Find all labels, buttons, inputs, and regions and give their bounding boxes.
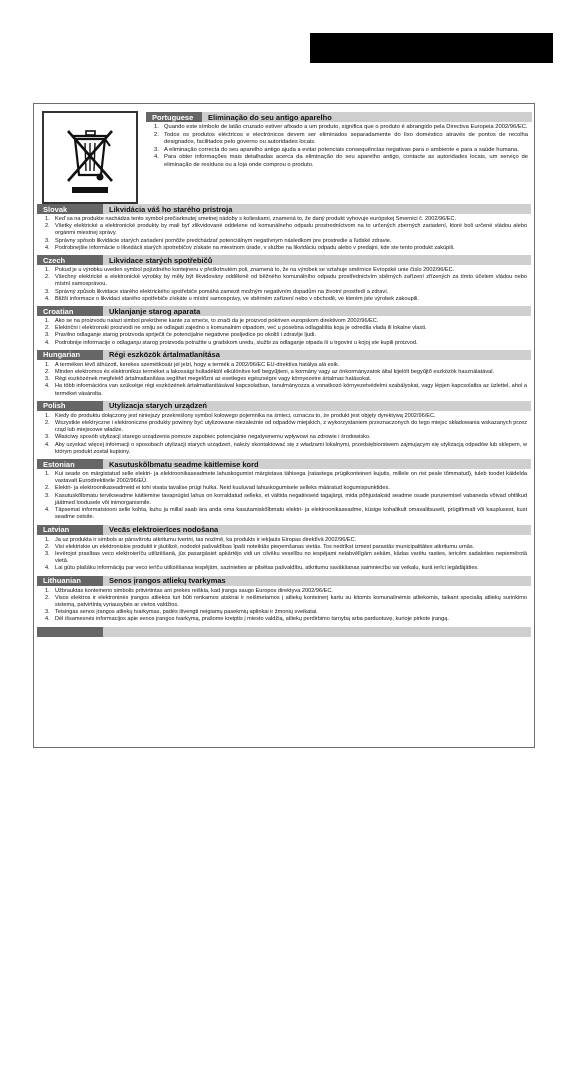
list-item: 3. Régi eszközének megfelelő ártalmatlanítása segíthet megelőzni az esetleges egészségre vagy környezetre ártalmas hatásokat. — [45, 376, 372, 383]
section-latvian — [37, 525, 531, 576]
list-item: 3. Ievērojot prasības veco elektroierīču utilizēšanā, jūs pasargāsiet apkārtējo vidi un cilvēku veselību no iespējami nelabvēlīgām sekām, kādas varētu rasties, iericēm sadaloties nepiemērotā vietā. — [45, 550, 527, 565]
section-title: Likvidace starých spotřebičů — [103, 255, 531, 265]
list-item: 3. Właściwy sposób utylizacji starego urządzenia pomoże zapobiec potencjalnie negatywnemu wpływowi na zdrowie i środowisko. — [45, 434, 371, 441]
header-black-tab — [310, 33, 553, 63]
instruction-list — [37, 411, 531, 459]
list-item: 1. Ako se na proizvodu nalazi simbol prekrižene kante za smeće, to znači da je proizvod pokriven europskom direktivom 2002/96/EC. — [45, 318, 379, 325]
section-header — [146, 112, 532, 122]
section-title: Kasutuskõlbmatu seadme käitlemise kord — [103, 459, 531, 469]
list-item: 4. Podrobnije informacije o odlaganju starog proizvoda potražite u gradskom uredu, službi za odlaganje otpada ili u trgovini u kojoj ste kupili proizvod. — [45, 339, 418, 346]
crossed-out-wheelie-bin-icon — [44, 113, 136, 202]
section-czech — [37, 255, 531, 306]
list-item: 1. Kiedy do produktu dołączony jest niniejszy przekreślony symbol kołowego pojemnika na śmieci, oznacza to, że produkt jest objęty dyrektywą 2002/96/EC. — [45, 412, 436, 419]
section-title: Vecās elektroierīces nodošana — [103, 525, 531, 535]
instruction-list — [37, 316, 531, 350]
instruction-list — [37, 469, 531, 524]
list-item: 1. Pokud je u výrobku uveden symbol pojízdného kontejneru v přeškrtnutém poli, znamená to, že na výrobek se vztahuje směrnice Evropské unie číslo 2002/96/EC. — [45, 267, 455, 274]
list-item: 4. Podrobnejšie informácie o likvidácii starých spotrebičov získate na miestnom úrade, v službe na likvidáciu odpadu alebo v predajni, kde ste tento produkt zakúpili. — [45, 244, 455, 251]
list-item: 2. Visi elektriskie un elektroniskie produkti ir jāutilizē, nododot pašvaldības īpaši noteiktās pieņemšanas vietās. Tos nedrīkst izmest parastās municipalitātes atkritumu urnās. — [45, 543, 475, 550]
list-item: 1. Keď sa na produkte nachádza tento symbol prečiarknutej smetnej nádoby s kolieskami, znamená to, že daný produkt vyhovuje európskej Smernici č. 2002/96/EC. — [45, 216, 457, 222]
list-item: 2. Všetky elektrické a elektronické produkty by mali byť zlikvidované oddelene od komunálneho odpadu prostredníctvom na to určených zberných zariadení, ktoré boli určené vládou alebo orgánmi miestnej správy. — [45, 223, 527, 237]
language-sections — [37, 204, 531, 637]
list-item: 2. Minden elektromos és elektronikus terméket a lakossági hulladéktól elkülönítve kell begyűjteni, a kormány vagy az önkormányzatok által kijelölt begyűjtő eszközök használatával. — [45, 369, 495, 376]
list-item: 2. Elektri- ja elektroonikaseadmeid ei tohi visata tavalise prügi hulka. Neid kuuluvad lahuskogumisele selleks määratud kogumispunktides. — [45, 485, 390, 492]
list-item: 4. Bližší informace o likvidaci starého spotřebiče získáte u místní samosprávy, ve sběrném zařízení nebo v obchodě, ve kterém jste výrobek zakoupili. — [45, 295, 419, 302]
instruction-list — [37, 214, 531, 255]
section-header — [37, 306, 531, 316]
list-item: 4. Täpsemat informatsiooni selle kohta, kuhu ja millal saab ära anda oma kasutamiskõlbmatu elektri- ja elektroonikaseadme, küsige kohalikult omavalitsuselt, prügifirmalt või kauplusest, kust seadme ostsite. — [45, 507, 527, 521]
list-item: 3. Kasutuskõlbmatu tervikseadme käitlemine tavaprügist lahus on korraldatud selleks, et vältida negatiivseid tagajärgi, mida põhjustaksid seadme osade purunemisel vabaneda võivad ohtlikud jäätmed loodusele või inimorganismile. — [45, 492, 527, 506]
language-label: Hungarian — [37, 350, 103, 360]
section-title: Régi eszközök ártalmatlanítása — [103, 350, 531, 360]
list-item: 3. Teisingas senos įrangos atliekų tvarkymas, padės išvengti neigiamų pasekmių aplinkai ir žmonių sveikatai. — [45, 609, 318, 616]
list-item: 4. Para obter informações mais detalhadas acerca da eliminação do seu aparelho antigo, contacte as autoridades locais, um serviço de eliminação de resíduos ou a loja onde comprou o produto. — [154, 154, 528, 168]
section-title: Eliminação do seu antigo aparelho — [202, 112, 532, 122]
language-label: Lithuanian — [37, 576, 103, 586]
section-title: Uklanjanje starog aparata — [103, 306, 531, 316]
section-header — [37, 255, 531, 265]
list-item: 2. Todos os produtos eléctricos e electrónicos devem ser eliminados separadamente do lixo doméstico através de pontos de recolha designados, facilitados pelo governo ou autoridades locais. — [154, 131, 528, 146]
list-item: 2. Všechny elektrické a elektronické výrobky by měly být likvidovány odděleně od běžného komunálního odpadu prostřednictvím sběrných zařízení zřízených za tímto účelem vládou nebo místní samosprávou. — [45, 274, 527, 288]
language-label: Croatian — [37, 306, 103, 316]
section-title: Utylizacja starych urządzeń — [103, 401, 531, 411]
section-header — [37, 459, 531, 469]
list-item: 1. Kui seade on märgistatud selle elektri- ja elektroonikaseadmete lahuskogumist märgistava tähisega (ratastega prügikonteineri kujutis, millele on rist peale tõmmatud), tuleb toodet käidelda vastavalt Eurodirektiivile 2002/96/EÜ. — [45, 471, 527, 485]
instruction-list — [37, 265, 531, 306]
language-label: Estonian — [37, 459, 103, 469]
section-estonian — [37, 459, 531, 524]
language-label: Slovak — [37, 204, 103, 214]
list-item: 3. Správny spôsob likvidácie starých zariadení pomôže predchádzať potenciálnym negatívnym následkom pre prostredie a ľudské zdravie. — [45, 237, 392, 244]
list-item: 1. A terméken lévő áthúzott, kerekes szemétkosár jel jelzi, hogy a termék a 2002/96/EC EU-direktíva hatálya alá esik. — [45, 361, 340, 368]
list-item: 2. Električni i elektronski proizvodi ne smiju se odlagati zajedno s komunalnim otpadom, već u posebna odlagališta koja je odredila vlada ili lokalne vlasti. — [45, 325, 427, 332]
list-item: 1. Quando este símbolo de latão cruzado estiver afixado a um produto, significa que o produto é abrangido pela Directiva Europeia 2002/96/EC. — [154, 124, 528, 130]
language-label: Czech — [37, 255, 103, 265]
section-portuguese — [146, 112, 532, 201]
section-lithuanian — [37, 576, 531, 627]
list-item: 3. Pravilno odlaganje starog proizvoda spriječit će potencijalne negativne posljedice po okoliš i zdravlje ljudi. — [45, 332, 316, 339]
list-item: 2. Visos elektros ir elektroninės įrangos atliekos turi būti renkamos atskirai ir neišmetamos į atliekų konteinerį kartu su kitomis komunalinėmis atliekomis, taikant specialią atliekų surinkimo sistemą, patvirtintą vyriausybės ar vietos valdžios. — [45, 594, 527, 608]
section-croatian — [37, 306, 531, 350]
section-polish — [37, 401, 531, 459]
list-item: 1. Užbrauktas konteinerio simbolis pritvirtintas ant prekės reiškia, kad įranga saugo Europos direktyva 2002/96/EC. — [45, 587, 333, 594]
list-item: 2. Wszystkie elektryczne i elektroniczne produkty powinny być utylizowane niezależnie od odpadów miejskich, z wykorzystaniem przeznaczonych do tego miejsc składowania wskazanych przez rząd lub miejscowe władze. — [45, 420, 527, 434]
instruction-list — [37, 535, 531, 576]
list-item: 3. A eliminação correcta do seu aparelho antigo ajuda a evitar potenciais consequências negativas para o ambiente e para a saúde humana. — [154, 146, 519, 153]
empty-language-label — [37, 627, 103, 637]
list-item: 4. Lai gūtu plašāku informāciju par veco ierīču utilizēšanas iespējām, sazinieties ar pilsētas pašvaldību, atkritumu savākšanas saimniecību vai veikalu, kurā ierīci iegādājāties. — [45, 565, 479, 572]
section-title: Likvidácia váš ho starého prístroja — [103, 204, 531, 214]
instruction-list — [146, 122, 532, 173]
weee-symbol-box — [42, 111, 138, 204]
empty-section-title — [103, 627, 531, 637]
list-item: 4. Dėl išsamesnės informacijos apie senos įrangos tvarkymą, prašome kreiptis į miesto valdžią, atliekų perdirbimo tarnybą arba parduotuvę, kurioje pirkote įrangą. — [45, 616, 449, 623]
list-item: 1. Ja uz produkta ir simbols ar pārsvītrotu atkritumu tvertni, tas nozīmē, ka produkts ir iekļauts Eiropas direktīvā 2002/96/EC. — [45, 536, 357, 543]
language-label: Polish — [37, 401, 103, 411]
disposal-info-panel — [33, 103, 535, 748]
section-slovak — [37, 204, 531, 255]
section-header — [37, 525, 531, 535]
list-item: 4. Aby uzyskać więcej informacji o sposobach utylizacji starych urządzeń, należy skontaktować się z władzami lokalnymi, przedsiębiorstwem zajmującym się utylizacją odpadów lub sklepem, w którym produkt został kupiony. — [45, 441, 527, 455]
language-label: Latvian — [37, 525, 103, 535]
section-header — [37, 576, 531, 586]
section-header — [37, 401, 531, 411]
section-title: Senos įrangos atliekų tvarkymas — [103, 576, 531, 586]
section-header — [37, 204, 531, 214]
language-label: Portuguese — [146, 112, 202, 122]
section-header — [37, 350, 531, 360]
instruction-list — [37, 360, 531, 401]
empty-section-header — [37, 627, 531, 637]
instruction-list — [37, 586, 531, 627]
section-hungarian — [37, 350, 531, 401]
list-item: 3. Správný způsob likvidace starého elektrického spotřebiče pomáhá zamezit možným negativním dopadům na životní prostředí a zdraví. — [45, 288, 389, 295]
list-item: 4. Ha több információra van szüksége régi eszközének ártalmatlanításával kapcsolatban, tanulmányozza a vonatkozó környezetvédelmi szabályokat, vagy lépjen kapcsolatba az üzlettel, ahol a terméket vásárolta. — [45, 383, 527, 397]
